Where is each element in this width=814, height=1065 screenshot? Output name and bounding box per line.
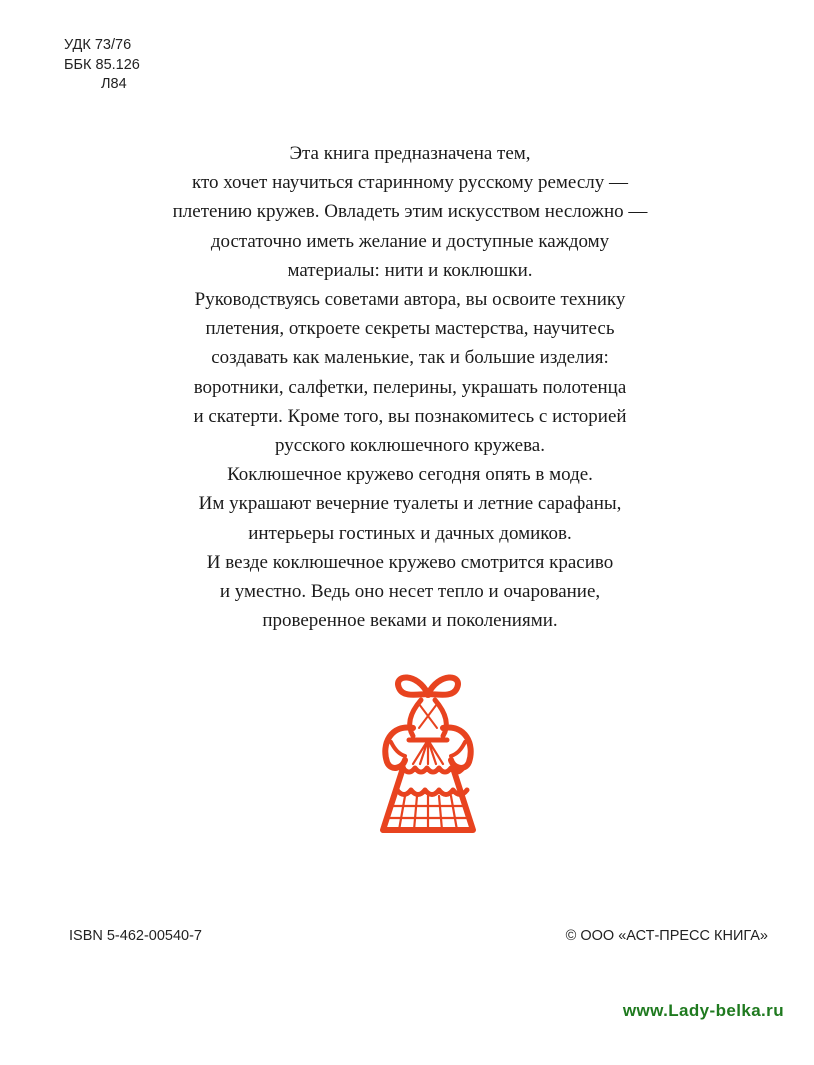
annotation-line: материалы: нити и коклюшки.	[287, 259, 533, 281]
annotation-line: Руководствуясь советами автора, вы освоите технику	[194, 289, 626, 311]
annotation-line: кто хочет научиться старинному русскому ремеслу —	[192, 172, 628, 194]
website-watermark: www.Lady-belka.ru	[622, 1001, 784, 1020]
bbk-code: ББК 85.126	[64, 56, 140, 73]
author-mark: Л84	[101, 76, 127, 92]
annotation-line: Коклюшечное кружево сегодня опять в моде.	[227, 464, 593, 486]
classification-codes	[64, 36, 140, 95]
book-annotation	[110, 139, 710, 635]
annotation-line: и уместно. Ведь оно несет тепло и очарование,	[219, 581, 601, 603]
annotation-line: создавать как маленькие, так и большие изделия:	[211, 347, 609, 369]
annotation-line: и скатерти. Кроме того, вы познакомитесь с историей	[193, 405, 627, 427]
annotation-line: И везде коклюшечное кружево смотрится красиво	[206, 551, 614, 573]
udk-code: УДК 73/76	[64, 37, 132, 53]
annotation-line: плетению кружев. Овладеть этим искусством несложно —	[172, 201, 648, 223]
annotation-line: достаточно иметь желание и доступные каждому	[210, 230, 610, 252]
annotation-line: плетения, откроете секреты мастерства, научитесь	[205, 318, 615, 340]
annotation-line: воротники, салфетки, пелерины, украшать полотенца	[193, 376, 627, 398]
annotation-line: Эта книга предназначена тем,	[289, 143, 531, 164]
copyright: © ООО «АСТ-ПРЕСС КНИГА»	[565, 928, 768, 944]
lace-doll-icon	[373, 664, 483, 842]
annotation-line: Им украшают вечерние туалеты и летние сарафаны,	[198, 493, 622, 515]
isbn: ISBN 5-462-00540-7	[69, 928, 202, 944]
annotation-line: интерьеры гостиных и дачных домиков.	[248, 522, 572, 544]
annotation-line: проверенное веками и поколениями.	[262, 610, 558, 632]
annotation-line: русского коклюшечного кружева.	[275, 435, 545, 457]
